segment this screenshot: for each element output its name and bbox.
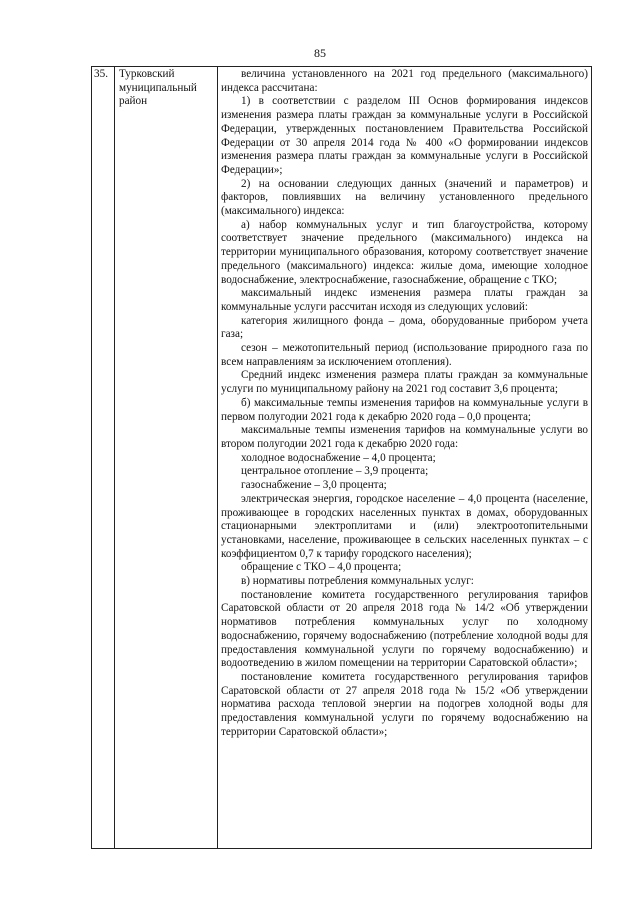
paragraph: электрическая энергия, городское население – 4,0 процента (население, проживающее в городских населенных пунктах в домах, оборудованных стационарными электроплитами и (или) электроотопительными установками, население, проживающее в сельских населенных пунктах – с коэффициентом 0,7 к тарифу городского населения); xyxy=(221,492,588,560)
paragraph: центральное отопление – 3,9 процента; xyxy=(241,465,429,478)
paragraph: постановление комитета государственного регулирования тарифов Саратовской области от 20 апреля 2018 года № 14/2 «Об утверждении нормативов потребления коммунальных услуг по холодному водоснабжению, горячему водоснабжению (потребление холодной воды для предоставления коммунальной услуги по горячему водоснабжению) и водоотведению в жилом помещении на территории Саратовской области»; xyxy=(221,588,588,670)
district-name: Турковский муниципальный район xyxy=(119,68,197,108)
column-divider xyxy=(217,67,218,848)
paragraph: Средний индекс изменения размера платы граждан за коммунальные услуги по муниципальному району на 2021 год составит 3,6 процента; xyxy=(221,369,588,396)
paragraph: максимальные темпы изменения тарифов на коммунальные услуги во втором полугодии 2021 года к декабрю 2020 года: xyxy=(221,424,588,450)
paragraph: в) нормативы потребления коммунальных услуг: xyxy=(241,575,474,588)
page-number: 85 xyxy=(314,46,326,60)
paragraph: максимальный индекс изменения размера платы граждан за коммунальные услуги рассчитан исходя из следующих условий: xyxy=(221,287,588,313)
document-table xyxy=(91,66,592,849)
paragraph: б) максимальные темпы изменения тарифов на коммунальные услуги в первом полугодии 2021 года к декабрю 2020 года – 0,0 процента; xyxy=(221,396,588,423)
paragraph: категория жилищного фонда – дома, оборудованные прибором учета газа; xyxy=(221,314,588,341)
paragraph: холодное водоснабжение – 4,0 процента; xyxy=(241,451,436,464)
paragraph: газоснабжение – 3,0 процента; xyxy=(241,479,387,492)
paragraph: обращение с ТКО – 4,0 процента; xyxy=(241,561,402,574)
paragraph: 2) на основании следующих данных (значений и параметров) и факторов, повлиявших на величину установленного предельного (максимального) индекса: xyxy=(221,177,588,218)
column-divider xyxy=(114,67,115,848)
row-content xyxy=(221,68,588,739)
paragraph: величина установленного на 2021 год предельного (максимального) индекса рассчитана: xyxy=(221,68,588,94)
paragraph: 1) в соответствии с разделом III Основ формирования индексов изменения размера платы граждан за коммунальные услуги в Российской Федерации, утвержденных постановлением Правительства Российской Федерации от 30 апреля 2014 года № 400 «О формировании индексов изменения размера платы граждан за коммунальные услуги в Российской Федерации»; xyxy=(221,95,588,176)
paragraph: постановление комитета государственного регулирования тарифов Саратовской области от 27 апреля 2018 года № 15/2 «Об утверждении норматива расхода тепловой энергии на подогрев холодной воды для предоставления коммунальной услуги по горячему водоснабжению на территории Саратовской области»; xyxy=(221,670,588,738)
row-number: 35. xyxy=(94,68,108,80)
paragraph: а) набор коммунальных услуг и тип благоустройства, которому соответствует значение предельного (максимального) индекса на территории муниципального образования, которому соответствует значение предельного (максимального) индекса: жилые дома, имеющие холодное водоснабжение, электроснабжение, газоснабжение, обращение с ТКО; xyxy=(221,218,588,286)
paragraph: сезон – межотопительный период (использование природного газа по всем направлениям за исключением отопления). xyxy=(221,342,588,368)
